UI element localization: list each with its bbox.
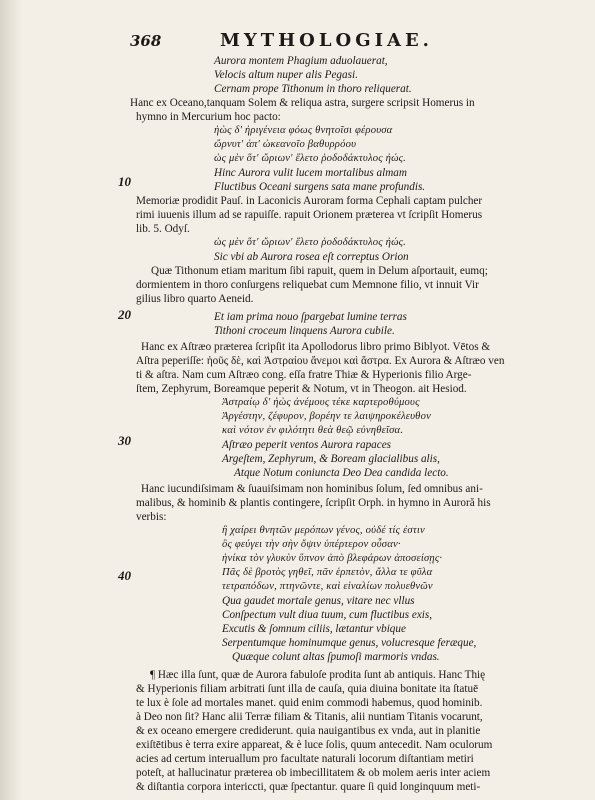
- verse-line: Quæque colunt altas ſpumoſi marmoris vndas.: [232, 651, 440, 663]
- prose-line: & Hyperionis filiam arbitrati ſunt illa de cauſa, quia diuina bonitate ita ſtatuē: [136, 683, 479, 695]
- verse-line: Fluctibus Oceani surgens sata mane profundis.: [214, 181, 426, 193]
- greek-line: ἢ χαίρει θνητῶν μερόπων γένος, οὐδέ τίς ἐστιν: [222, 525, 425, 536]
- verse-line: Aurora montem Phagium aduolauerat,: [214, 55, 388, 67]
- prose-line: verbis:: [136, 511, 167, 523]
- greek-line: ἡνίκα τὸν γλυκὺν ὕπνον ἀπὸ βλεφάρων ἀποσείσῃς·: [222, 553, 443, 564]
- prose-line: hymno in Mercurium hoc pacto:: [136, 111, 281, 123]
- prose-line: à Deo non ſit? Hanc alii Terræ filiam & Titanis, alii nuntiam Titanis vocarunt,: [136, 711, 483, 723]
- prose-line: malibus, & hominib & plantis contingere, ſcripſit Orph. in hymno in Auroră his: [136, 497, 491, 509]
- line-number: 40: [118, 568, 131, 583]
- verse-line: Sic vbi ab Aurora rosea eſt correptus Orion: [214, 251, 409, 263]
- verse-line: Cernam prope Tithonum in thoro reliquerat.: [214, 83, 412, 95]
- verse-line: Serpentumque hominumque genus, volucresque feræque,: [222, 637, 477, 649]
- greek-line: ἠὼς δ' ἠριγένεια φόως θνητοῖσι φέρουσα: [214, 125, 393, 136]
- verse-line: Et iam prima nouo ſpargebat lumine terras: [214, 311, 407, 323]
- verse-line: Argeſtem, Zephyrum, & Boream glacialibus alis,: [222, 453, 440, 465]
- prose-line: lib. 5. Odyſ.: [136, 223, 190, 235]
- verse-line: Velocis altum nuper alis Pegasi.: [214, 69, 358, 81]
- line-number: 10: [118, 174, 131, 189]
- page-number: 368: [130, 32, 162, 50]
- verse-line: Qua gaudet mortale genus, vitare nec vllus: [222, 595, 415, 607]
- greek-line: καὶ νότον ἐν φιλότητι θεὰ θεῷ εὐνηθεῖσα.: [222, 425, 404, 436]
- verse-line: Conſpectum vult diua tuum, cum fluctibus exis,: [222, 609, 433, 621]
- prose-line: exiſtētibus è terra exire appareat, & è luce ſolis, quum antecedit. Nam oculorum: [136, 739, 493, 751]
- greek-line: ὤρνυτ' ἀπ' ὠκεανοῖο βαθυρρόου: [214, 139, 357, 150]
- greek-line: ὡς μὲν ὅτ' ὤριων' ἕλετο ῥοδοδάκτυλος ἠώς.: [214, 237, 407, 248]
- prose-line: & ex oceano emergere crediderunt. quia nauigantibus ex vnda, aut in planitie: [136, 725, 481, 737]
- prose-line: dormientem in thoro conſurgens reliquebat cum Memnone filio, vt innuit Vir: [136, 279, 479, 291]
- binding-gutter: [0, 0, 22, 800]
- prose-line: & diſtantia corpora intericcti, quæ ſpectantur. quare ſi quid longinquum meti-: [136, 781, 481, 793]
- prose-line: Hanc ex Aſtræo præterea ſcripſit ita Apollodorus libro primo Biblyot. Vētos &: [141, 341, 491, 353]
- prose-line: Quæ Tithonum etiam maritum ſibi rapuit, quem in Delum aſportauit, eumq;: [151, 265, 488, 277]
- running-title: MYTHOLOGIAE.: [220, 30, 433, 51]
- greek-line: τετραπόδων, πτηνῶντε, καὶ εἰναλίων πολυεθνῶν: [222, 581, 433, 592]
- prose-line: te lux è ſole ad mortales manet. quid enim commodi habemus, quod hominib.: [136, 697, 483, 709]
- verse-line: Excutis & ſomnum ciliis, lætantur vbique: [222, 623, 406, 635]
- prose-line: poteſt, at hallucinatur præterea ob imbecillitatem & ob molem aeris inter aciem: [136, 767, 491, 779]
- prose-line: gilius libro quarto Aeneid.: [136, 293, 254, 305]
- verse-line: Atque Notum coniuncta Deo Dea candida lecto.: [234, 467, 449, 479]
- prose-line: Memoriæ prodidit Pauſ. in Laconicis Auroram forma Cephali captam pulcher: [136, 195, 483, 207]
- prose-line: acies ad certum interuallum pro facultate naturali locorum diſtantiam metiri: [136, 753, 474, 765]
- verse-line: Tithoni croceum linquens Aurora cubile.: [214, 325, 395, 337]
- greek-line: Πᾶς δὲ βροτὸς γηθεῖ, πᾶν ἑρπετὸν, ἄλλα τε φῦλα: [222, 567, 433, 578]
- greek-line: ὡς μὲν ὅτ' ὤριων' ἕλετο ῥοδοδάκτυλος ἠώς.: [214, 153, 407, 164]
- prose-line: ſtem, Zephyrum, Boreamque peperit & Notum, vt in Theogon. ait Hesiod.: [136, 383, 467, 395]
- prose-line: Hanc iucundiſsimam & ſuauiſsimam non hominibus ſolum, ſed omnibus ani-: [141, 483, 483, 495]
- prose-line: ti & aſtra. Nam cum Aſtræo cong. eſſa fratre Thiæ & Hyperionis filio Arge-: [136, 369, 472, 381]
- line-number: 30: [118, 433, 131, 448]
- prose-line: Aſtra peperiſſe: ἠοῦς δὲ, καὶ Ἀστραίου ἄνεμοι καὶ ἄστρα. Ex Aurora & Aſtræo ven: [136, 355, 505, 367]
- prose-line: Hanc ex Oceano,tanquam Solem & reliqua astra, surgere scripsit Homerus in: [130, 97, 475, 109]
- verse-line: Hinc Aurora vulit lucem mortalibus almam: [214, 167, 407, 179]
- prose-line: ¶ Hæc illa ſunt, quæ de Aurora fabuloſe prodita ſunt ab antiquis. Hanc Thię: [150, 669, 486, 681]
- line-number: 20: [118, 307, 131, 322]
- greek-line: Ἀστραίῳ δ' ἠὼς ἀνέμους τέκε καρτεροθύμους: [222, 397, 420, 408]
- verse-line: Aſtræo peperit ventos Aurora rapaces: [222, 439, 392, 451]
- greek-line: ὃς φεύγει τὴν σὴν ὄψιν ὑπέρτερον οὖσαν·: [222, 539, 401, 550]
- page-header: [130, 28, 460, 52]
- prose-line: rimi iuuenis illum ad se rapuiſſe. rapuit Orionem præterea vt ſcripſit Homerus: [136, 209, 483, 221]
- greek-line: Ἀργέστην, ζέφυρον, βορέην τε λαιψηροκέλευθον: [222, 411, 431, 422]
